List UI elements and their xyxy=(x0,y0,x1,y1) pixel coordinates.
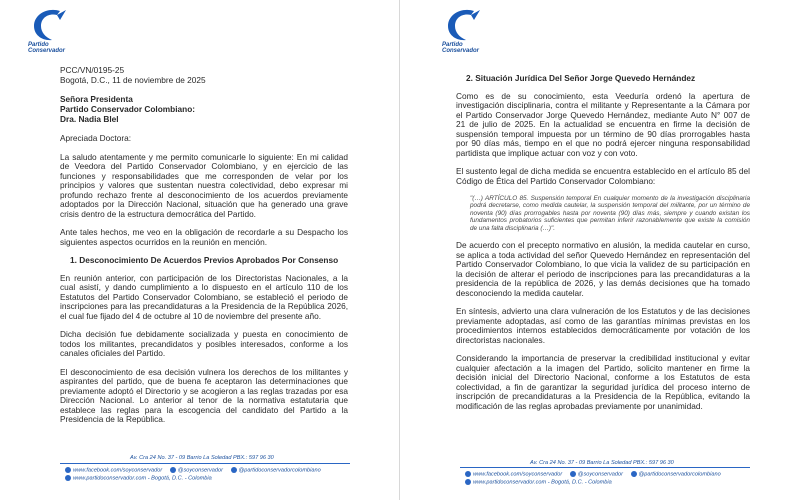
recipient-title: Señora Presidenta xyxy=(60,94,133,104)
paragraph: Considerando la importancia de preservar la credibilidad institucional y evitar cualquier afectación a la imagen del Partido, solicito mantener en firme la decisión inicial del Directorio Nacional, conforme a los Estatutos de esta colectividad, a fin de garantizar la seguridad jurídica del proceso interno de inscripción de precandidaturas a la Presidencia de la República, evitando la modificación de las reglas aprobadas previamente por unanimidad. xyxy=(456,353,750,411)
footer-divider xyxy=(60,463,350,464)
twitter-link[interactable]: @soyconservador xyxy=(177,467,223,474)
letter-header xyxy=(60,66,348,85)
section-title: 2. Situación Jurídica Del Señor Jorge Quevedo Hernández xyxy=(466,73,696,83)
website-link[interactable]: www.partidoconservador.com - Bogotá, D.C. - Colombia xyxy=(73,475,212,482)
letter-body xyxy=(456,72,750,420)
letter-page-2 xyxy=(400,0,800,500)
recipient-block xyxy=(60,94,348,124)
paragraph: Dicha decisión fue debidamente socializada y puesta en conocimiento de todos los militantes, precandidatos y posibles interesados, conforme a los canales oficiales del Partido. xyxy=(60,329,348,358)
paragraph: De acuerdo con el precepto normativo en alusión, la medida cautelar en curso, se aplica a toda actividad del señor Quevedo Hernández en representación del Partido Conservador Colombiano, lo que vicia la validez de su participación en la decisión de alterar el periodo de inscripciones para las precandidaturas a la presidencia de la república de 2026, y las demás decisiones que ha tomado desconociendo la medida cautelar. xyxy=(456,240,750,298)
facebook-link[interactable]: www.facebook.com/soyconservador xyxy=(473,471,563,478)
paragraph: Ante tales hechos, me veo en la obligación de recordarle a su Despacho los siguientes aspectos ocurridos en la reunión en mención. xyxy=(60,227,348,247)
legal-quote: "(…) ARTÍCULO 85. Suspensión temporal En cualquier momento de la investigación disciplinaria podrá decretarse, como medida cautelar, la suspensión temporal del militante, por un término de noventa (90) días prorrogables hasta por noventa (90) días más, siempre y cuando existan los fundamentos probatorios suficientes que permitan inferir razonablemente que existe la comisión de una falta disciplinaria (…)". xyxy=(470,195,750,232)
party-logo xyxy=(442,8,498,54)
letter-footer xyxy=(0,455,400,500)
footer-website xyxy=(465,479,612,485)
paragraph: En síntesis, advierto una clara vulneración de los Estatutos y de las decisiones previamente adoptadas, así como de las garantías mínimas previstas en los procedimientos internos establecidos democráticamente por votación de los directoristas nacionales. xyxy=(456,306,750,345)
footer-website xyxy=(65,475,212,481)
globe-icon xyxy=(465,479,471,485)
footer-divider xyxy=(460,467,750,468)
section-title: 1. Desconocimiento De Acuerdos Previos Aprobados Por Consenso xyxy=(70,255,339,265)
instagram-link[interactable]: @partidoconservadorcolombiano xyxy=(638,471,721,478)
instagram-link[interactable]: @partidoconservadorcolombiano xyxy=(238,467,321,474)
party-logo-icon xyxy=(444,8,484,42)
facebook-link[interactable]: www.facebook.com/soyconservador xyxy=(73,467,163,474)
paragraph: Como es de su conocimiento, esta Veeduría ordenó la apertura de investigación disciplinaria, contra el militante y Representante a la Cámara por el Partido Conservador Jorge Quevedo Hernández, mediante Auto N° 007 de 21 de julio de 2025. En la actualidad se encuentra en firme la decisión de suspensión temporal impuesta por un término de 90 días prorrogables hasta por 90 días más, tiempo en el que no podrá ejercer ninguna responsabilidad partidista que implique actuar con voz y con voto. xyxy=(456,90,750,158)
instagram-icon xyxy=(231,467,237,473)
facebook-icon xyxy=(465,471,471,477)
globe-icon xyxy=(65,475,71,481)
footer-address: Av. Cra 24 No. 37 - 09 Barrio La Soledad PBX.: 597 96 30 xyxy=(530,460,674,466)
footer-address: Av. Cra 24 No. 37 - 09 Barrio La Soledad PBX.: 597 96 30 xyxy=(130,455,274,461)
letter-footer xyxy=(400,455,800,500)
twitter-link[interactable]: @soyconservador xyxy=(577,471,623,478)
salutation: Apreciada Doctora: xyxy=(60,133,132,143)
recipient-name: Dra. Nadia Blel xyxy=(60,114,119,124)
footer-social xyxy=(465,471,721,477)
paragraph: En reunión anterior, con participación de los Directoristas Nacionales, a la cual asistí, y dando cumplimiento a lo dispuesto en el artículo 110 de los Estatutos del Partido Conservador Colombiano, se estableció el periodo de inscripciones para las precandidaturas a la Presidencia de la República 2026, el cual fue fijado del 4 de octubre al 10 de noviembre del presente año. xyxy=(60,272,348,321)
paragraph: La saludo atentamente y me permito comunicarle lo siguiente: En mi calidad de Veedora del Partido Conservador Colombiano, y en ejercicio de las funciones y responsabilidades que me corresponden de velar por los principios y valores que sustentan nuestra colectividad, debo expresar mi profundo rechazo frente al desconocimiento de los acuerdos previamente adoptados por la Dirección Nacional, situación que ha generado una grave crisis dentro de la estructura democrática del Partido. xyxy=(60,151,348,219)
footer-social xyxy=(65,467,321,473)
logo-wordmark: Partido Conservador xyxy=(28,42,66,54)
twitter-icon xyxy=(170,467,176,473)
twitter-icon xyxy=(570,471,576,477)
website-link[interactable]: www.partidoconservador.com - Bogotá, D.C. - Colombia xyxy=(473,479,612,486)
letter-body xyxy=(60,66,348,434)
logo-wordmark: Partido Conservador xyxy=(442,42,480,54)
party-logo xyxy=(28,8,84,54)
instagram-icon xyxy=(631,471,637,477)
letter-date: Bogotá, D.C., 11 de noviembre de 2025 xyxy=(60,74,206,85)
paragraph: El sustento legal de dicha medida se encuentra establecido en el artículo 85 del Código de Ética del Partido Conservador Colombiano: xyxy=(456,166,750,186)
facebook-icon xyxy=(65,467,71,473)
party-logo-icon xyxy=(30,8,70,42)
paragraph: El desconocimiento de esa decisión vulnera los derechos de los militantes y aspirantes del partido, que de buena fe aceptaron las determinaciones que previamente adoptó el Directorio y se acogieron a las reglas trazadas por esa Dirección Nacional. Lo anterior al tenor de la normativa estatutaria que establece las reglas para la escogencia del candidato del Partido a la Presidencia de la República. xyxy=(60,366,348,424)
recipient-org: Partido Conservador Colombiano: xyxy=(60,104,196,114)
reference-number: PCC/VN/0195-25 xyxy=(60,65,125,75)
